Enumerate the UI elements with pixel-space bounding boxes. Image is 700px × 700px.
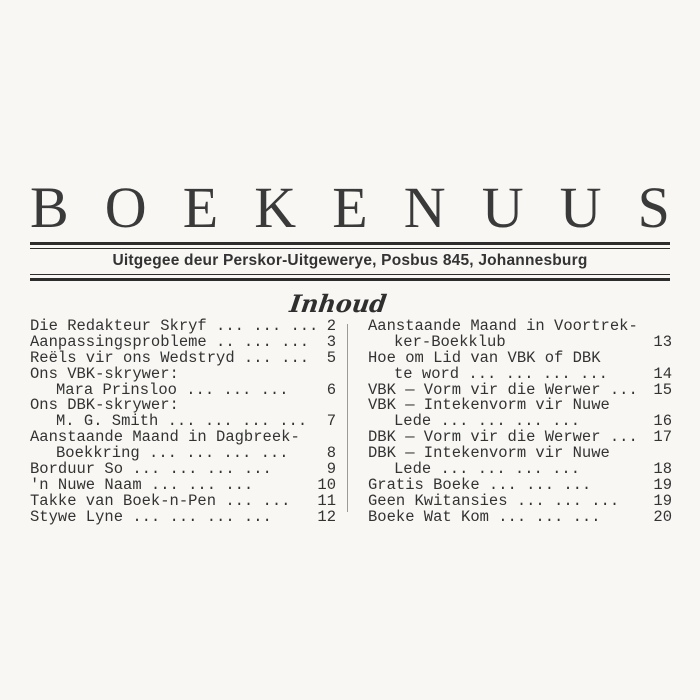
entry-page-number: 18 <box>653 460 672 479</box>
entry-page-number: 6 <box>326 380 336 399</box>
masthead-letter: S <box>637 175 670 240</box>
masthead-letter: N <box>403 175 446 240</box>
entry-page-number: 12 <box>317 507 336 526</box>
masthead-letter: U <box>481 175 524 240</box>
entry-title: Geen Kwitansies ... ... ... <box>368 491 620 510</box>
publisher-rule <box>30 274 670 275</box>
entry-title: Ons DBK-skrywer: <box>30 396 179 415</box>
entry-page-number: 16 <box>653 412 672 431</box>
column-divider <box>347 324 348 512</box>
masthead-title <box>30 175 670 240</box>
entry-page-number: 7 <box>326 412 336 431</box>
entry-page-number: 14 <box>653 364 672 383</box>
contents-left-column <box>30 319 336 526</box>
masthead-letter: K <box>254 175 297 240</box>
entry-page-number: 8 <box>326 444 336 463</box>
entry-page-number: 5 <box>326 348 336 367</box>
entry-page-number: 15 <box>653 380 672 399</box>
entry-page-number: 11 <box>317 491 336 510</box>
entry-title: Boekkring ... ... ... ... <box>56 444 289 463</box>
entry-page-number: 19 <box>653 475 672 494</box>
entry-title: Die Redakteur Skryf ... ... ... <box>30 317 319 335</box>
entry-title: DBK — Intekenvorm vir Nuwe <box>368 444 610 463</box>
entry-title: Ons VBK-skrywer: <box>30 364 179 383</box>
entry-page-number: 17 <box>653 428 672 447</box>
entry-title: Hoe om Lid van VBK of DBK <box>368 348 601 367</box>
publisher-rule <box>30 278 670 281</box>
entry-page-number: 9 <box>326 460 336 479</box>
entry-title: Lede ... ... ... ... <box>394 460 581 479</box>
entry-title: DBK — Vorm vir die Werwer ... <box>368 428 638 447</box>
masthead-letter: E <box>182 175 219 240</box>
entry-title: Mara Prinsloo ... ... ... <box>56 380 289 399</box>
entry-page-number: 13 <box>653 332 672 351</box>
entry-title: Borduur So ... ... ... ... <box>30 460 272 479</box>
entry-page-number: 20 <box>653 507 672 526</box>
contents-entry <box>30 507 336 526</box>
masthead-letter: E <box>332 175 368 240</box>
entry-title: VBK — Intekenvorm vir Nuwe <box>368 396 610 415</box>
contents-entry <box>368 507 672 526</box>
entry-page-number: 3 <box>326 332 336 351</box>
entry-title: Aanstaande Maand in Voortrek- <box>368 317 638 335</box>
contents-right-column <box>368 319 672 526</box>
masthead-rule <box>30 242 670 245</box>
entry-title: Lede ... ... ... ... <box>394 412 581 431</box>
entry-title: Aanstaande Maand in Dagbreek- <box>30 428 300 447</box>
entry-title: Boeke Wat Kom ... ... ... <box>368 507 601 526</box>
entry-page-number: 2 <box>326 317 336 335</box>
masthead-letter: U <box>559 175 602 240</box>
entry-title: Takke van Boek-n-Pen ... ... <box>30 491 291 510</box>
entry-page-number: 19 <box>653 491 672 510</box>
entry-title: te word ... ... ... ... <box>394 364 608 383</box>
masthead-letter: O <box>104 175 147 240</box>
entry-title: 'n Nuwe Naam ... ... ... <box>30 475 254 494</box>
entry-title: ker-Boekklub <box>394 332 506 351</box>
entry-page-number: 10 <box>317 475 336 494</box>
section-title: Inhoud <box>287 289 389 318</box>
entry-title: Reëls vir ons Wedstryd ... ... <box>30 348 310 367</box>
entry-title: M. G. Smith ... ... ... ... <box>56 412 308 431</box>
entry-title: Gratis Boeke ... ... ... <box>368 475 592 494</box>
entry-title: Stywe Lyne ... ... ... ... <box>30 507 272 526</box>
masthead-letter: B <box>30 175 69 240</box>
entry-title: VBK — Vorm vir die Werwer ... <box>368 380 638 399</box>
entry-title: Aanpassingsprobleme .. ... ... <box>30 332 310 351</box>
publisher-line: Uitgegee deur Perskor-Uitgewerye, Posbus 845, Johannesburg <box>112 252 588 269</box>
masthead-rule <box>30 248 670 249</box>
